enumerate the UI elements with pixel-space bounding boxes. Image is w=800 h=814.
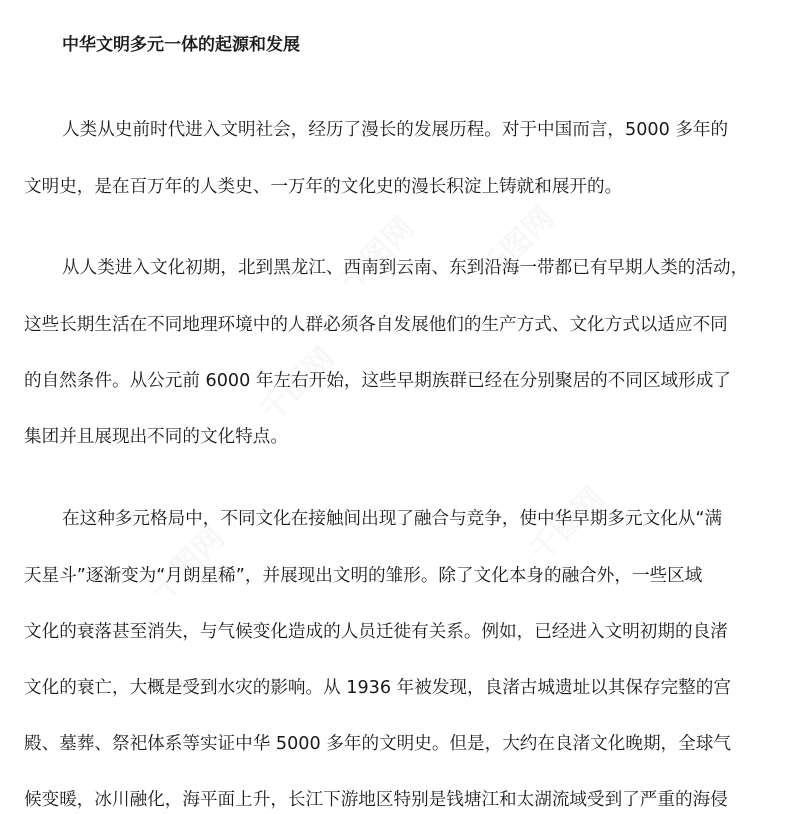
watermark: 千图网	[473, 200, 562, 289]
paragraph-line: 文明史，是在百万年的人类史、一万年的文化史的漫长积淀上铸就和展开的。	[24, 177, 623, 197]
paragraph-line: 文化的衰落甚至消失，与气候变化造成的人员迁徙有关系。例如，已经进入文明初期的良渚	[24, 622, 728, 642]
paragraph-line: 的自然条件。从公元前 6000 年左右开始，这些早期族群已经在分别聚居的不同区域形成了	[24, 371, 731, 391]
paragraph-line: 集团并且展现出不同的文化特点。	[24, 427, 288, 447]
watermark: 千图网	[253, 340, 342, 429]
paragraph-line: 文化的衰亡，大概是受到水灾的影响。从 1936 年被发现，良渚古城遗址以其保存完整的宫	[24, 678, 731, 698]
document-title: 中华文明多元一体的起源和发展	[62, 35, 300, 55]
watermark: 千图网	[333, 210, 422, 299]
paragraph-line: 这些长期生活在不同地理环境中的人群必须各自发展他们的生产方式、文化方式以适应不同	[24, 315, 728, 335]
paragraph-line: 殿、墓葬、祭祀体系等实证中华 5000 多年的文明史。但是，大约在良渚文化晚期，全球气	[24, 734, 731, 754]
paragraph-line: 天星斗”逐渐变为“月朗星稀”，并展现出文明的雏形。除了文化本身的融合外，一些区域	[24, 566, 703, 586]
paragraph-line: 在这种多元格局中，不同文化在接触间出现了融合与竞争，使中华早期多元文化从“满	[62, 509, 723, 529]
paragraph-line: 人类从史前时代进入文明社会，经历了漫长的发展历程。对于中国而言，5000 多年的	[62, 120, 729, 140]
paragraph-line: 候变暖，冰川融化，海平面上升，长江下游地区特别是钱塘江和太湖流域受到了严重的海侵	[24, 790, 728, 810]
watermark: 千图网	[143, 520, 232, 609]
watermark: 千图网	[523, 480, 612, 569]
paragraph-line: 从人类进入文化初期，北到黑龙江、西南到云南、东到沿海一带都已有早期人类的活动，	[62, 258, 749, 278]
